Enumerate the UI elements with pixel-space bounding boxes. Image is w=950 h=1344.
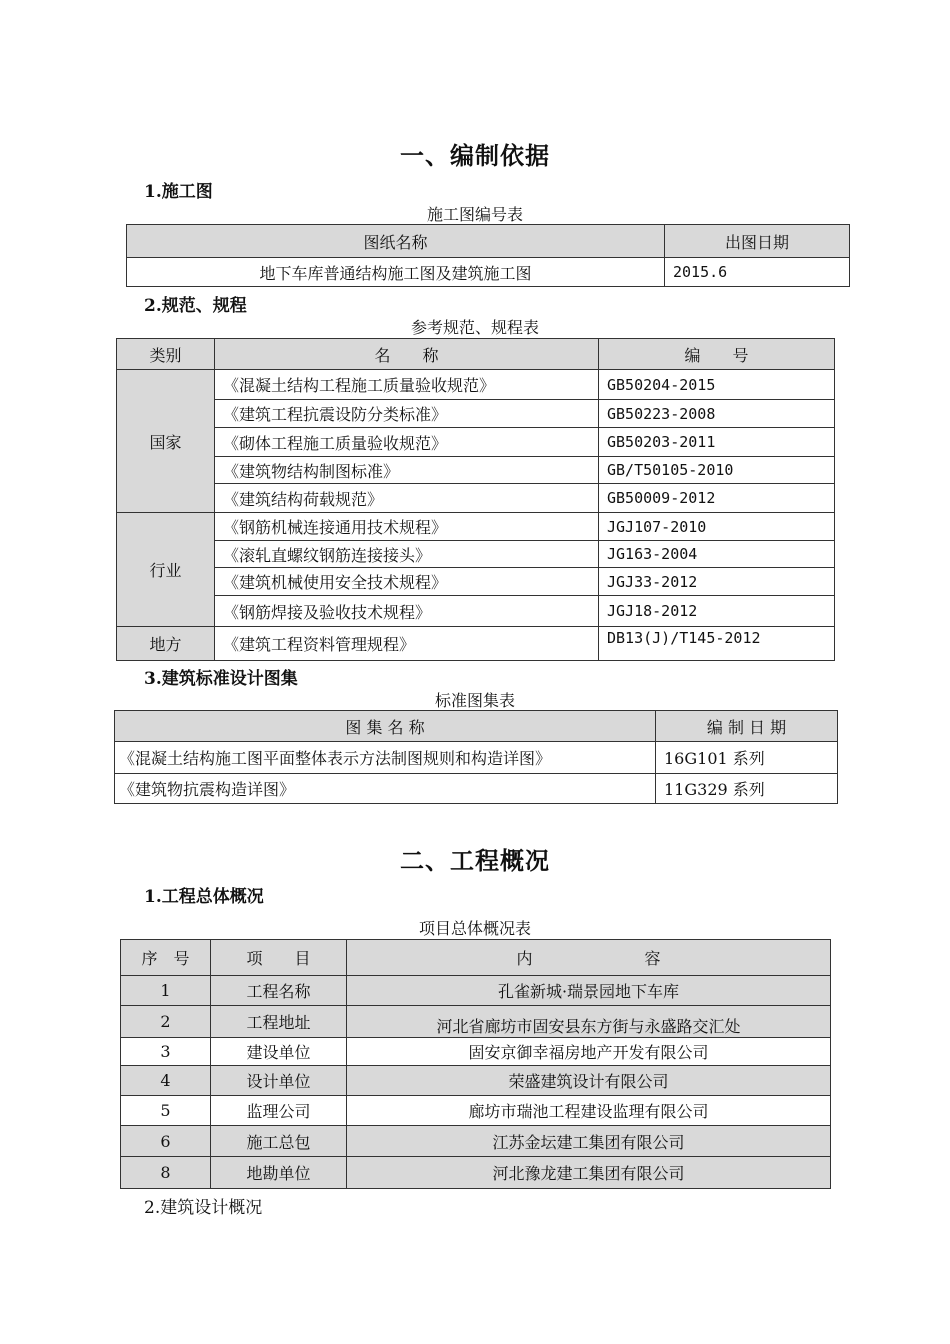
table-cell: 施工总包 [211,1126,347,1157]
table-row [121,1038,831,1066]
table-cell: 监理公司 [211,1096,347,1126]
table-cell: GB50204-2015 [599,370,835,400]
table-row [121,1006,831,1038]
table-cell: 2015.6 [665,258,850,287]
category-cell: 行业 [117,513,215,627]
table-cell: 《砌体工程施工质量验收规范》 [215,428,599,457]
table-cell: 地勘单位 [211,1157,347,1189]
category-cell: 国家 [117,370,215,513]
table-cell: JGJ33-2012 [599,568,835,596]
table-cell: 16G101 系列 [656,742,838,774]
table-cell: 建设单位 [211,1038,347,1066]
table-row [117,627,835,661]
table-cell: 《钢筋机械连接通用技术规程》 [215,513,599,541]
table-row [117,484,835,513]
table-row [117,541,835,568]
table-cell: 江苏金坛建工集团有限公司 [347,1126,831,1157]
table-cell: GB50223-2008 [599,400,835,428]
table-cell: 《滚轧直螺纹钢筋连接接头》 [215,541,599,568]
table-row [117,370,835,400]
table-cell: 河北豫龙建工集团有限公司 [347,1157,831,1189]
subsection-heading: 1.工程总体概况 [144,887,264,907]
table-row [117,513,835,541]
column-header: 编 制 日 期 [656,711,838,742]
table-cell: 5 [121,1096,211,1126]
table-row [117,428,835,457]
table-cell: 《钢筋焊接及验收技术规程》 [215,596,599,627]
table-cell: 8 [121,1157,211,1189]
subsection-heading: 3.建筑标准设计图集 [144,669,298,689]
category-cell: 地方 [117,627,215,661]
table-cell: 4 [121,1066,211,1096]
table-cell: DB13(J)/T145-2012 [599,627,835,661]
standards-table [116,338,835,661]
table-row [115,742,838,774]
subsection-heading: 2.建筑设计概况 [144,1198,263,1218]
table-row [121,1126,831,1157]
table-cell: 固安京御幸福房地产开发有限公司 [347,1038,831,1066]
table-row [121,976,831,1006]
table-cell: GB50009-2012 [599,484,835,513]
table-cell: 工程地址 [211,1006,347,1038]
column-header: 图纸名称 [127,225,665,258]
table-header-row [127,225,850,258]
table-header-row [121,940,831,976]
table-row [121,1157,831,1189]
table-cell: 《混凝土结构施工图平面整体表示方法制图规则和构造详图》 [115,742,656,774]
drawing-table [126,224,850,287]
overview-table [120,939,831,1189]
table-header-row [115,711,838,742]
table-cell: 《建筑物结构制图标准》 [215,457,599,484]
table-cell: 1 [121,976,211,1006]
table-caption: 标准图集表 [434,691,515,710]
table-row [117,457,835,484]
section-title: 一、编制依据 [400,141,550,170]
table-cell: 6 [121,1126,211,1157]
table-cell: 荣盛建筑设计有限公司 [347,1066,831,1096]
section-title: 二、工程概况 [400,846,550,875]
table-cell: 设计单位 [211,1066,347,1096]
table-cell: 孔雀新城·瑞景园地下车库 [347,976,831,1006]
table-row [117,400,835,428]
table-caption: 参考规范、规程表 [410,318,539,337]
table-cell: GB/T50105-2010 [599,457,835,484]
column-header: 序 号 [121,940,211,976]
column-header: 名 称 [215,339,599,370]
column-header: 出图日期 [665,225,850,258]
table-row [127,258,850,287]
table-cell: 《建筑结构荷载规范》 [215,484,599,513]
column-header: 类别 [117,339,215,370]
table-cell: JG163-2004 [599,541,835,568]
table-cell: GB50203-2011 [599,428,835,457]
table-cell: 地下车库普通结构施工图及建筑施工图 [127,258,665,287]
table-row [117,596,835,627]
table-row [121,1066,831,1096]
table-cell: 11G329 系列 [656,774,838,804]
table-row [121,1096,831,1126]
table-cell: 工程名称 [211,976,347,1006]
table-cell: 《建筑工程抗震设防分类标准》 [215,400,599,428]
table-cell: 《建筑机械使用安全技术规程》 [215,568,599,596]
table-row [115,774,838,804]
table-cell: 《混凝土结构工程施工质量验收规范》 [215,370,599,400]
subsection-heading: 2.规范、规程 [144,296,247,316]
table-cell: 2 [121,1006,211,1038]
column-header: 图 集 名 称 [115,711,656,742]
table-cell: JGJ107-2010 [599,513,835,541]
table-cell: JGJ18-2012 [599,596,835,627]
table-cell: 廊坊市瑞池工程建设监理有限公司 [347,1096,831,1126]
table-caption: 项目总体概况表 [418,919,531,938]
table-caption: 施工图编号表 [426,205,523,224]
table-cell: 河北省廊坊市固安县东方街与永盛路交汇处 [347,1006,831,1038]
atlas-table [114,710,838,804]
table-cell: 《建筑工程资料管理规程》 [215,627,599,661]
column-header: 编 号 [599,339,835,370]
column-header: 内 容 [347,940,831,976]
table-cell: 3 [121,1038,211,1066]
subsection-heading: 1.施工图 [144,182,213,202]
table-row [117,568,835,596]
column-header: 项 目 [211,940,347,976]
table-cell: 《建筑物抗震构造详图》 [115,774,656,804]
table-header-row [117,339,835,370]
